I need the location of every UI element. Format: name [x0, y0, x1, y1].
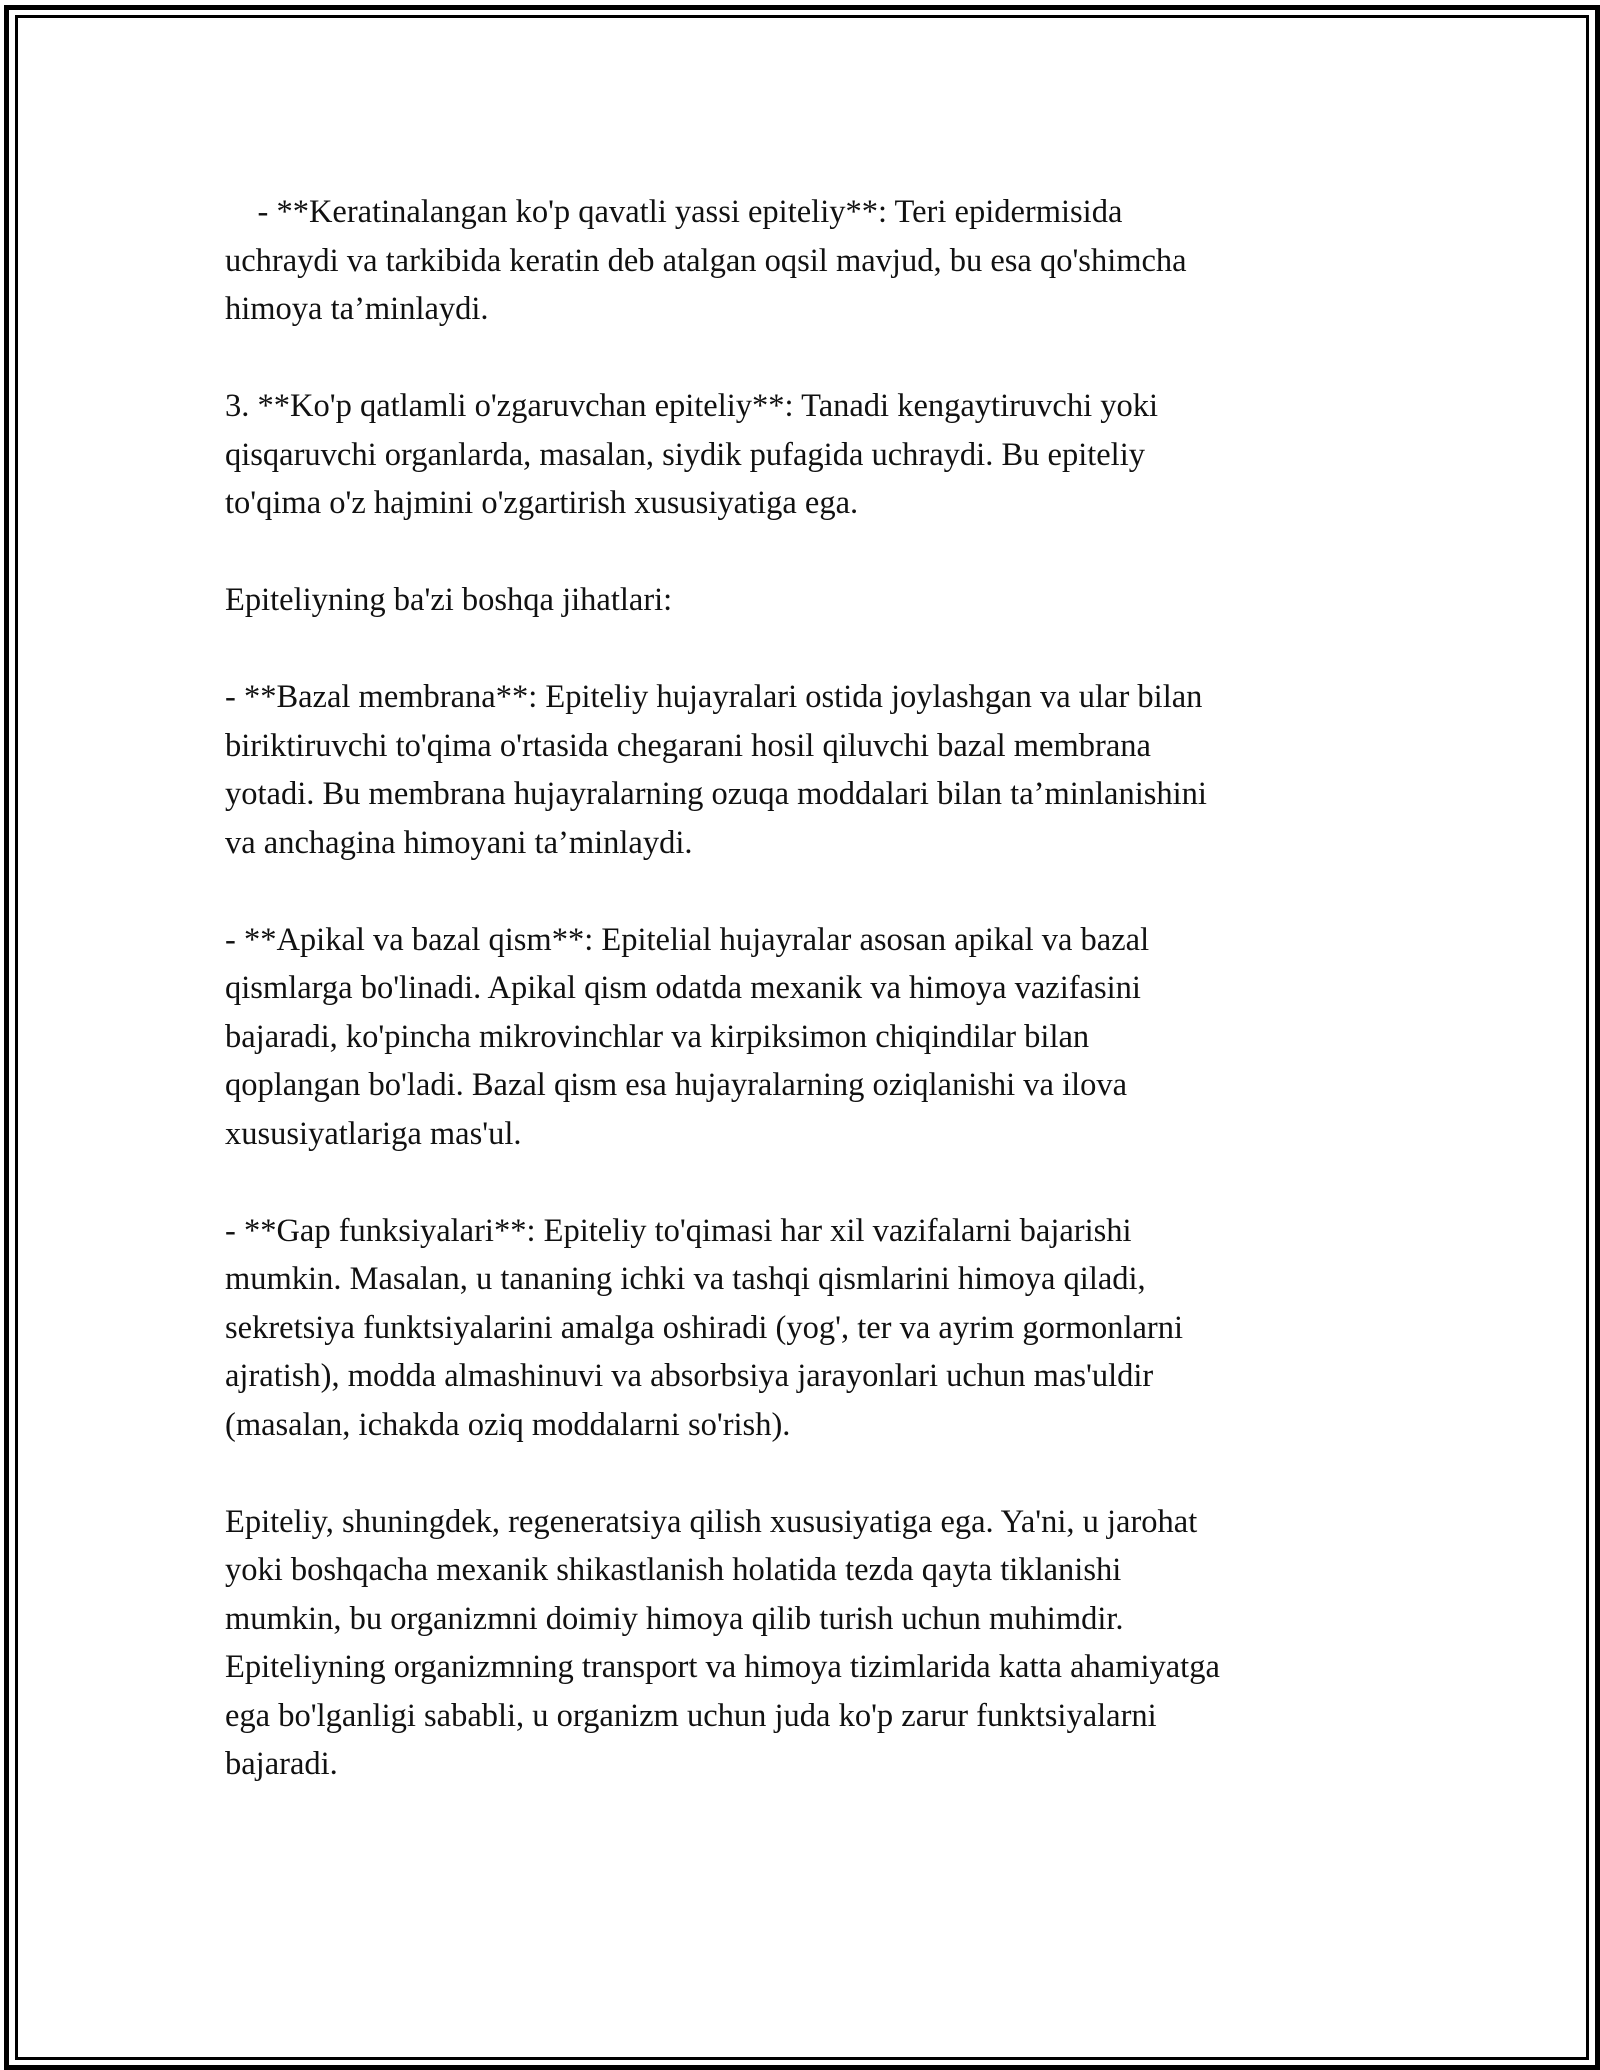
paragraph-functions: - **Gap funksiyalari**: Epiteliy to'qimasi har xil vazifalarni bajarishi mumkin. Masalan, u tananing ichki va tashqi qismlarini himoya qiladi, sekretsiya funktsiyalarini amalga oshiradi (yog', ter va ayrim gormonlarni ajratish), modda almashinuvi va absorbsiya jarayonlari uchun mas'uldir (masalan, ichakda oziq moddalarni so'rish).: [225, 1212, 1184, 1443]
document-body: [225, 188, 1385, 1789]
paragraph-apical-basal: - **Apikal va bazal qism**: Epitelial hujayralar asosan apikal va bazal qismlarga bo'linadi. Apikal qism odatda mexanik va himoya vazifasini bajaradi, ko'pincha mikrovinchlar va kirpiksimon chiqindilar bilan qoplangan bo'ladi. Bazal qism esa hujayralarning oziqlanishi va ilova xususiyatlariga mas'ul.: [225, 921, 1150, 1152]
paragraph-keratinized-epithelium: - **Keratinalangan ko'p qavatli yassi epiteliy**: Teri epidermisida uchraydi va tarkibida keratin deb atalgan oqsil mavjud, bu esa qo'shimcha himoya ta’minlaydi.: [225, 194, 1187, 327]
paragraph-basal-membrane: - **Bazal membrana**: Epiteliy hujayralari ostida joylashgan va ular bilan biriktiruvchi to'qima o'rtasida chegarani hosil qiluvchi bazal membrana yotadi. Bu membrana hujayralarning ozuqa moddalari bilan ta’minlanishini va anchagina himoyani ta’minlaydi.: [225, 679, 1207, 861]
paragraph-regeneration: Epiteliy, shuningdek, regeneratsiya qilish xususiyatiga ega. Ya'ni, u jarohat yoki boshqacha mexanik shikastlanish holatida tezda qayta tiklanishi mumkin, bu organizmni doimiy himoya qilib turish uchun muhimdir. Epiteliyning organizmning transport va himoya tizimlarida katta ahamiyatga ega bo'lganligi sababli, u organizm uchun juda ko'p zarur funktsiyalarni bajaradi.: [225, 1503, 1220, 1782]
paragraph-other-aspects-heading: Epiteliyning ba'zi boshqa jihatlari:: [225, 582, 673, 618]
paragraph-transitional-epithelium: 3. **Ko'p qatlamli o'zgaruvchan epiteliy**: Tanadi kengaytiruvchi yoki qisqaruvchi organlarda, masalan, siydik pufagida uchraydi. Bu epiteliy to'qima o'z hajmini o'zgartirish xususiyatiga ega.: [225, 388, 1159, 521]
